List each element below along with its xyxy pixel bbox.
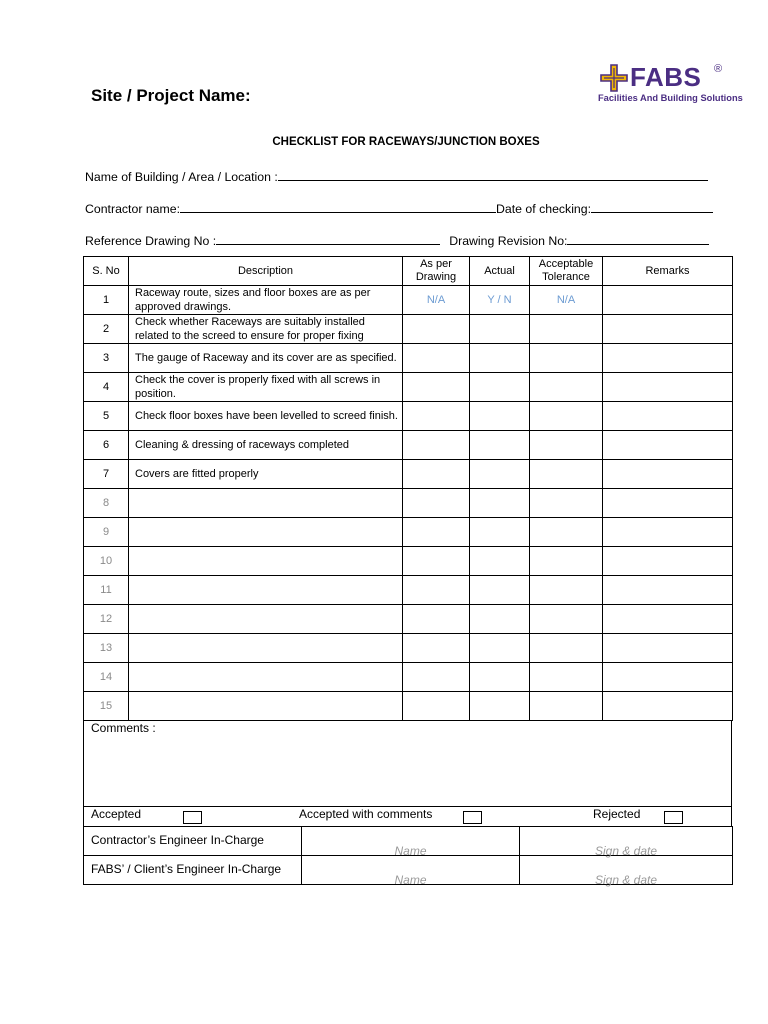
row-description: Check the cover is properly fixed with all screws in position.: [129, 373, 403, 402]
comments-label: Comments :: [91, 721, 156, 735]
header-description: Description: [129, 257, 403, 286]
accepted-with-comments-label: Accepted with comments: [299, 807, 433, 821]
building-input-line[interactable]: [278, 168, 708, 181]
document-title: CHECKLIST FOR RACEWAYS/JUNCTION BOXES: [272, 136, 540, 148]
header-as-per-drawing: As per Drawing: [403, 257, 470, 286]
role-cell: [84, 856, 302, 885]
row-sno: 15: [84, 692, 129, 721]
sign-date-cell[interactable]: [520, 827, 733, 856]
actual-cell[interactable]: [470, 663, 530, 692]
name-cell[interactable]: [302, 827, 520, 856]
actual-cell[interactable]: [470, 605, 530, 634]
table-row: [84, 663, 733, 692]
as-per-drawing-cell[interactable]: [403, 518, 470, 547]
row-description: Raceway route, sizes and floor boxes are as per approved drawings.: [129, 286, 403, 315]
tolerance-cell[interactable]: [530, 605, 603, 634]
row-description[interactable]: [129, 605, 403, 634]
row-sno: 4: [84, 373, 129, 402]
sign-date-placeholder: Sign & date: [594, 873, 658, 887]
tolerance-cell[interactable]: [530, 518, 603, 547]
table-row: [84, 692, 733, 721]
signoff-row-client: [84, 856, 733, 885]
as-per-drawing-cell[interactable]: [403, 460, 470, 489]
revision-label: Drawing Revision No:: [449, 234, 568, 248]
row-description[interactable]: [129, 547, 403, 576]
table-row: [84, 634, 733, 663]
checklist-table: [83, 256, 733, 721]
building-label: Name of Building / Area / Location :: [85, 170, 278, 184]
header-actual: Actual: [470, 257, 530, 286]
tolerance-cell[interactable]: [530, 344, 603, 373]
as-per-drawing-cell[interactable]: [403, 344, 470, 373]
row-sno: 7: [84, 460, 129, 489]
signoff-row-contractor: [84, 827, 733, 856]
reference-label: Reference Drawing No :: [85, 234, 217, 248]
actual-cell[interactable]: [470, 344, 530, 373]
actual-cell[interactable]: [470, 489, 530, 518]
accepted-with-comments-checkbox[interactable]: [463, 811, 482, 824]
date-label: Date of checking:: [496, 202, 592, 216]
as-per-drawing-cell[interactable]: [403, 663, 470, 692]
contractor-label: Contractor name:: [85, 202, 181, 216]
table-row: [84, 315, 733, 344]
table-row: [84, 489, 733, 518]
as-per-drawing-cell[interactable]: [403, 315, 470, 344]
fabs-logo: [598, 62, 743, 110]
remarks-cell[interactable]: [603, 634, 733, 663]
row-description[interactable]: [129, 518, 403, 547]
tolerance-cell[interactable]: [530, 315, 603, 344]
row-description[interactable]: [129, 489, 403, 518]
remarks-cell[interactable]: [603, 344, 733, 373]
table-row: [84, 402, 733, 431]
logo-brand-text: FABS: [630, 62, 702, 92]
as-per-drawing-cell[interactable]: [403, 489, 470, 518]
as-per-drawing-cell[interactable]: [403, 547, 470, 576]
tolerance-cell[interactable]: [530, 634, 603, 663]
row-sno: 8: [84, 489, 129, 518]
tolerance-cell[interactable]: [530, 460, 603, 489]
actual-cell[interactable]: [470, 547, 530, 576]
rejected-label: Rejected: [593, 807, 641, 821]
row-description: Check floor boxes have been levelled to screed finish.: [129, 402, 403, 431]
tolerance-cell[interactable]: [530, 431, 603, 460]
revision-input-line[interactable]: [567, 232, 709, 245]
remarks-cell[interactable]: [603, 460, 733, 489]
remarks-cell[interactable]: [603, 692, 733, 721]
table-row: [84, 460, 733, 489]
reference-input-line[interactable]: [216, 232, 440, 245]
tolerance-cell[interactable]: [530, 489, 603, 518]
row-sno: 10: [84, 547, 129, 576]
header-tolerance: Acceptable Tolerance: [530, 257, 603, 286]
as-per-drawing-cell[interactable]: [403, 402, 470, 431]
sign-date-cell[interactable]: [520, 856, 733, 885]
actual-cell[interactable]: [470, 431, 530, 460]
row-description[interactable]: [129, 634, 403, 663]
actual-cell[interactable]: [470, 373, 530, 402]
actual-cell[interactable]: [470, 518, 530, 547]
table-row: [84, 286, 733, 315]
accepted-checkbox[interactable]: [183, 811, 202, 824]
contractor-field: [85, 200, 713, 216]
remarks-cell[interactable]: [603, 286, 733, 315]
row-sno: 2: [84, 315, 129, 344]
tolerance-cell[interactable]: [530, 547, 603, 576]
as-per-drawing-cell[interactable]: [403, 576, 470, 605]
table-row: [84, 518, 733, 547]
actual-cell[interactable]: [470, 460, 530, 489]
header-sno: S. No: [84, 257, 129, 286]
row-sno: 3: [84, 344, 129, 373]
row-description[interactable]: [129, 576, 403, 605]
tolerance-cell[interactable]: [530, 663, 603, 692]
actual-cell[interactable]: [470, 634, 530, 663]
actual-cell[interactable]: [470, 402, 530, 431]
as-per-drawing-cell[interactable]: [403, 373, 470, 402]
actual-cell[interactable]: Y / N: [470, 286, 530, 315]
tolerance-cell[interactable]: [530, 576, 603, 605]
building-field: [85, 168, 708, 184]
table-row: [84, 344, 733, 373]
remarks-cell[interactable]: [603, 373, 733, 402]
row-sno: 6: [84, 431, 129, 460]
role-label: FABS’ / Client’s Engineer In-Charge: [91, 862, 282, 876]
table-header-row: [84, 257, 733, 286]
table-row: [84, 547, 733, 576]
name-placeholder: Name: [394, 873, 427, 887]
row-sno: 14: [84, 663, 129, 692]
date-input-line[interactable]: [591, 200, 713, 213]
tolerance-cell[interactable]: [530, 373, 603, 402]
row-sno: 12: [84, 605, 129, 634]
remarks-cell[interactable]: [603, 663, 733, 692]
row-description[interactable]: [129, 692, 403, 721]
name-cell[interactable]: [302, 856, 520, 885]
name-placeholder: Name: [394, 844, 427, 858]
actual-cell[interactable]: [470, 692, 530, 721]
actual-cell[interactable]: [470, 576, 530, 605]
signoff-table: [83, 826, 733, 885]
accepted-label: Accepted: [91, 807, 142, 821]
row-description: Cleaning & dressing of raceways completed: [129, 431, 403, 460]
remarks-cell[interactable]: [603, 431, 733, 460]
as-per-drawing-cell[interactable]: [403, 692, 470, 721]
tolerance-cell[interactable]: [530, 402, 603, 431]
rejected-checkbox[interactable]: [664, 811, 683, 824]
remarks-cell[interactable]: [603, 518, 733, 547]
row-description[interactable]: [129, 663, 403, 692]
role-label: Contractor’s Engineer In-Charge: [91, 833, 264, 847]
as-per-drawing-cell[interactable]: N/A: [403, 286, 470, 315]
remarks-cell[interactable]: [603, 315, 733, 344]
remarks-cell[interactable]: [603, 547, 733, 576]
row-sno: 1: [84, 286, 129, 315]
as-per-drawing-cell[interactable]: [403, 605, 470, 634]
remarks-cell[interactable]: [603, 576, 733, 605]
header-remarks: Remarks: [603, 257, 733, 286]
row-sno: 13: [84, 634, 129, 663]
row-description: The gauge of Raceway and its cover are as specified.: [129, 344, 403, 373]
table-row: [84, 605, 733, 634]
site-project-name-label: Site / Project Name:: [91, 86, 251, 105]
sign-date-placeholder: Sign & date: [594, 844, 658, 858]
logo-tagline: Facilities And Building Solutions: [598, 93, 743, 103]
row-sno: 9: [84, 518, 129, 547]
logo-registered-mark: ®: [714, 63, 723, 75]
as-per-drawing-cell[interactable]: [403, 431, 470, 460]
row-sno: 5: [84, 402, 129, 431]
comments-box[interactable]: [83, 720, 732, 807]
actual-cell[interactable]: [470, 315, 530, 344]
remarks-cell[interactable]: [603, 605, 733, 634]
role-cell: [84, 827, 302, 856]
row-sno: 11: [84, 576, 129, 605]
remarks-cell[interactable]: [603, 489, 733, 518]
tolerance-cell[interactable]: [530, 692, 603, 721]
reference-field: [85, 232, 709, 248]
as-per-drawing-cell[interactable]: [403, 634, 470, 663]
table-row: [84, 431, 733, 460]
table-row: [84, 373, 733, 402]
tolerance-cell[interactable]: N/A: [530, 286, 603, 315]
cross-icon: [600, 64, 628, 92]
table-row: [84, 576, 733, 605]
row-description: Covers are fitted properly: [129, 460, 403, 489]
contractor-input-line[interactable]: [180, 200, 496, 213]
row-description: Check whether Raceways are suitably installed related to the screed to ensure for proper fixing: [129, 315, 403, 344]
remarks-cell[interactable]: [603, 402, 733, 431]
